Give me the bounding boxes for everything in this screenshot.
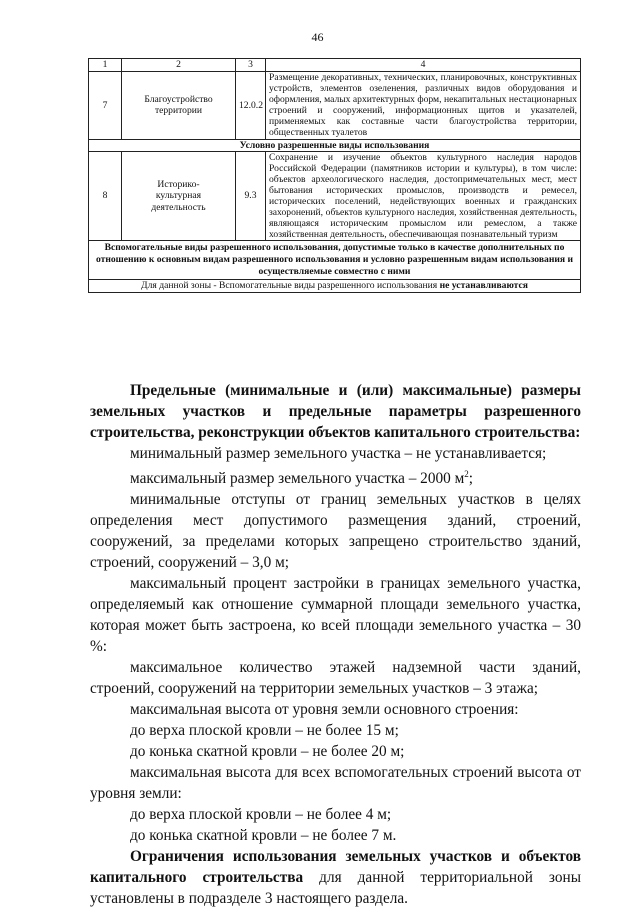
header-cell: 1	[89, 59, 122, 72]
footer-bold: не устанавливаются	[439, 280, 528, 292]
max-size	[90, 464, 581, 489]
restrictions	[90, 846, 581, 909]
table-row-7	[89, 72, 581, 140]
header-cell: 2	[122, 59, 236, 72]
conditional-heading: Условно разрешенные виды использования	[89, 139, 581, 151]
use-description: Размещение декоративных, технических, планировочных, конструктивных устройств, элементов озеленения, различных видов оборудования и оформления, малых архитектурных форм, некапитальных нестационарных строений и сооружений, информационных щитов и указателей, применяемых как составные части благоустройства территории, общественных туалетов	[266, 72, 581, 140]
use-name: Историко-культурная деятельность	[122, 151, 236, 241]
restrictions-rest: для данной территориальной зоны установлены в подразделе 3 настоящего раздела.	[90, 869, 581, 908]
setbacks: минимальные отступы от границ земельных участков в целях определения мест допустимого размещения зданий, строений, сооружений, за пределами которых запрещено строительство зданий, строений, сооружений – 3,0 м;	[90, 491, 581, 572]
aux-flat: до верха плоской кровли – не более 4 м;	[130, 806, 392, 824]
coverage: максимальный процент застройки в границах земельного участка, определяемый как отношение суммарной площади земельного участка, которая может быть застроена, ко всей площади земельного участка – 30 %:	[90, 575, 581, 656]
land-use-table	[88, 58, 581, 293]
parameters-heading: Предельные (минимальные и (или) максимальные) размеры земельных участков и предельные параметры разрешенного строительства, реконструкции объектов капитального строительства:	[90, 382, 581, 441]
max-size-suffix: ;	[468, 470, 474, 488]
header-cell: 3	[236, 59, 266, 72]
main-height: максимальная высота от уровня земли основного строения:	[130, 701, 519, 719]
section-row-conditional	[89, 139, 581, 151]
table-row-8	[89, 151, 581, 241]
header-cell: 4	[266, 59, 581, 72]
parameters-text	[90, 380, 581, 909]
floors: максимальное количество этажей надземной части зданий, строений, сооружений на территории земельных участков – 3 этажа;	[90, 659, 581, 698]
table-header-row	[89, 59, 581, 72]
footer-note	[89, 280, 581, 292]
aux-height: максимальная высота для всех вспомогательных строений высота от уровня земли:	[90, 764, 581, 803]
max-size-sup: 2	[464, 469, 469, 479]
aux-pitched: до конька скатной кровли – не более 7 м.	[130, 827, 397, 845]
page-number: 46	[311, 30, 324, 44]
table-footer-row	[89, 280, 581, 292]
min-size: минимальный размер земельного участка – не устанавливается;	[130, 445, 547, 462]
use-name: Благоустройство территории	[122, 72, 236, 140]
main-pitched: до конька скатной кровли – не более 20 м;	[130, 743, 405, 761]
max-size-text: максимальный размер земельного участка – 2000 м	[130, 470, 465, 488]
auxiliary-heading: Вспомогательные виды разрешенного использования, допустимые только в качестве дополнительных по отношению к основным видам разрешенного использования и условно разрешенным видам использования и осуществляемые совместно с ними	[89, 241, 581, 280]
row-number: 7	[89, 72, 122, 140]
restrictions-bold: Ограничения использования земельных участков и объектов капитального строительства	[90, 848, 581, 887]
use-code: 12.0.2	[236, 72, 266, 140]
footer-prefix: Для данной зоны - Вспомогательные виды разрешенного использования	[141, 280, 440, 292]
row-number: 8	[89, 151, 122, 241]
main-flat: до верха плоской кровли – не более 15 м;	[130, 722, 399, 740]
use-code: 9.3	[236, 151, 266, 241]
section-row-auxiliary	[89, 241, 581, 280]
use-description: Сохранение и изучение объектов культурного наследия народов Российской Федерации (памятников истории и культуры), в том числе: объектов археологического наследия, достопримечательных мест, мест бытования исторических промыслов, производств и ремесел, исторических поселений, недействующих военных и гражданских захоронений, объектов культурного наследия, хозяйственная деятельность, являющаяся историческим промыслом или ремеслом, а также хозяйственная деятельность, обеспечивающая познавательный туризм	[266, 151, 581, 241]
